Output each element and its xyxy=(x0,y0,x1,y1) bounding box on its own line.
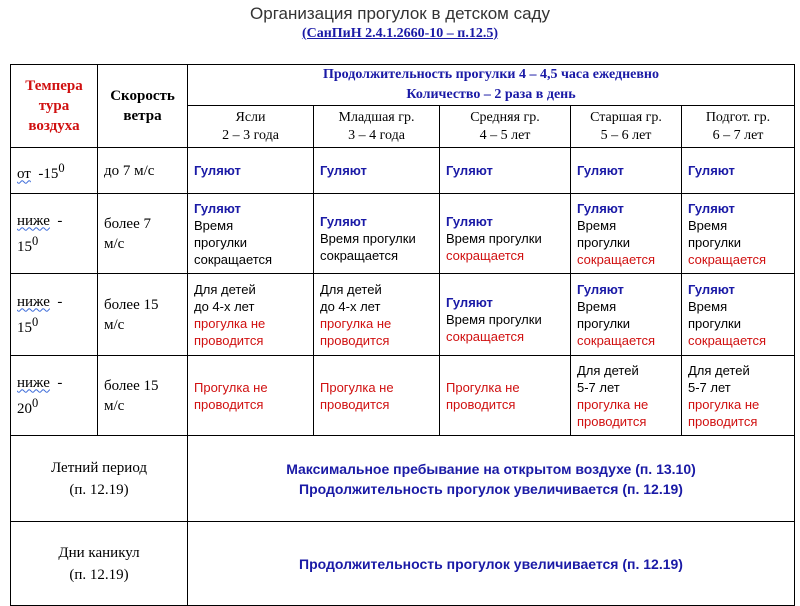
header-wind-speed: Скорость ветра xyxy=(98,65,188,148)
walk-cell: Для детей до 4-х лет прогулка не проводится xyxy=(188,274,314,356)
page-title: Организация прогулок в детском саду xyxy=(250,4,550,23)
summer-period-info: Максимальное пребывание на открытом воздухе (п. 13.10) Продолжительность прогулок увеличивается (п. 12.19) xyxy=(188,436,795,522)
temperature-cell: ниже - $15^0$ xyxy=(11,274,98,356)
group-header-junior: Младшая гр. 3 – 4 года xyxy=(314,106,440,148)
walk-cell: Гуляют Время прогулки сокращается xyxy=(682,274,795,356)
holidays-label: Дни каникул (п. 12.19) xyxy=(11,522,188,606)
walk-cell: Прогулка не проводится xyxy=(188,356,314,436)
group-header-senior: Старшая гр. 5 – 6 лет xyxy=(571,106,682,148)
walk-schedule-table xyxy=(10,64,795,606)
wind-cell: более 7 м/с xyxy=(98,194,188,274)
summer-row xyxy=(11,436,795,522)
group-header-nursery: Ясли 2 – 3 года xyxy=(188,106,314,148)
holidays-info: Продолжительность прогулок увеличивается (п. 12.19) xyxy=(188,522,795,606)
header-duration: Продолжительность прогулки 4 – 4,5 часа ежедневно Количество – 2 раза в день xyxy=(188,65,795,106)
summer-period-label: Летний период (п. 12.19) xyxy=(11,436,188,522)
table-row xyxy=(11,274,795,356)
walk-cell: Гуляют xyxy=(314,148,440,194)
walk-cell: Гуляют Время прогулки сокращается xyxy=(440,194,571,274)
walk-cell: Гуляют xyxy=(682,148,795,194)
walk-cell: Гуляют Время прогулки сокращается xyxy=(440,274,571,356)
walk-cell: Гуляют Время прогулки сокращается xyxy=(571,274,682,356)
walk-cell: Для детей 5-7 лет прогулка не проводится xyxy=(571,356,682,436)
table-row xyxy=(11,194,795,274)
table-row xyxy=(11,148,795,194)
table-row xyxy=(11,356,795,436)
temperature-cell: ниже - $20^0$ xyxy=(11,356,98,436)
walk-cell: Гуляют xyxy=(440,148,571,194)
wind-cell: до 7 м/с xyxy=(98,148,188,194)
temperature-cell: от $-15^0$ xyxy=(11,148,98,194)
walk-cell: Гуляют Время прогулки сокращается xyxy=(571,194,682,274)
walk-cell: Гуляют Время прогулки сокращается xyxy=(314,194,440,274)
page-subtitle: (СанПиН 2.4.1.2660-10 – п.12.5) xyxy=(301,26,499,41)
group-header-middle: Средняя гр. 4 – 5 лет xyxy=(440,106,571,148)
walk-cell: Для детей 5-7 лет прогулка не проводится xyxy=(682,356,795,436)
holidays-row xyxy=(11,522,795,606)
group-header-preparatory: Подгот. гр. 6 – 7 лет xyxy=(682,106,795,148)
walk-cell: Прогулка не проводится xyxy=(440,356,571,436)
temperature-cell: ниже - $15^0$ xyxy=(11,194,98,274)
walk-cell: Гуляют Время прогулки сокращается xyxy=(682,194,795,274)
wind-cell: более 15 м/с xyxy=(98,356,188,436)
walk-cell: Гуляют xyxy=(571,148,682,194)
walk-cell: Для детей до 4-х лет прогулка не проводится xyxy=(314,274,440,356)
walk-cell: Гуляют xyxy=(188,148,314,194)
walk-cell: Гуляют Время прогулки сокращается xyxy=(188,194,314,274)
wind-cell: более 15 м/с xyxy=(98,274,188,356)
header-temperature: Темпера тура воздуха xyxy=(11,65,98,148)
walk-cell: Прогулка не проводится xyxy=(314,356,440,436)
